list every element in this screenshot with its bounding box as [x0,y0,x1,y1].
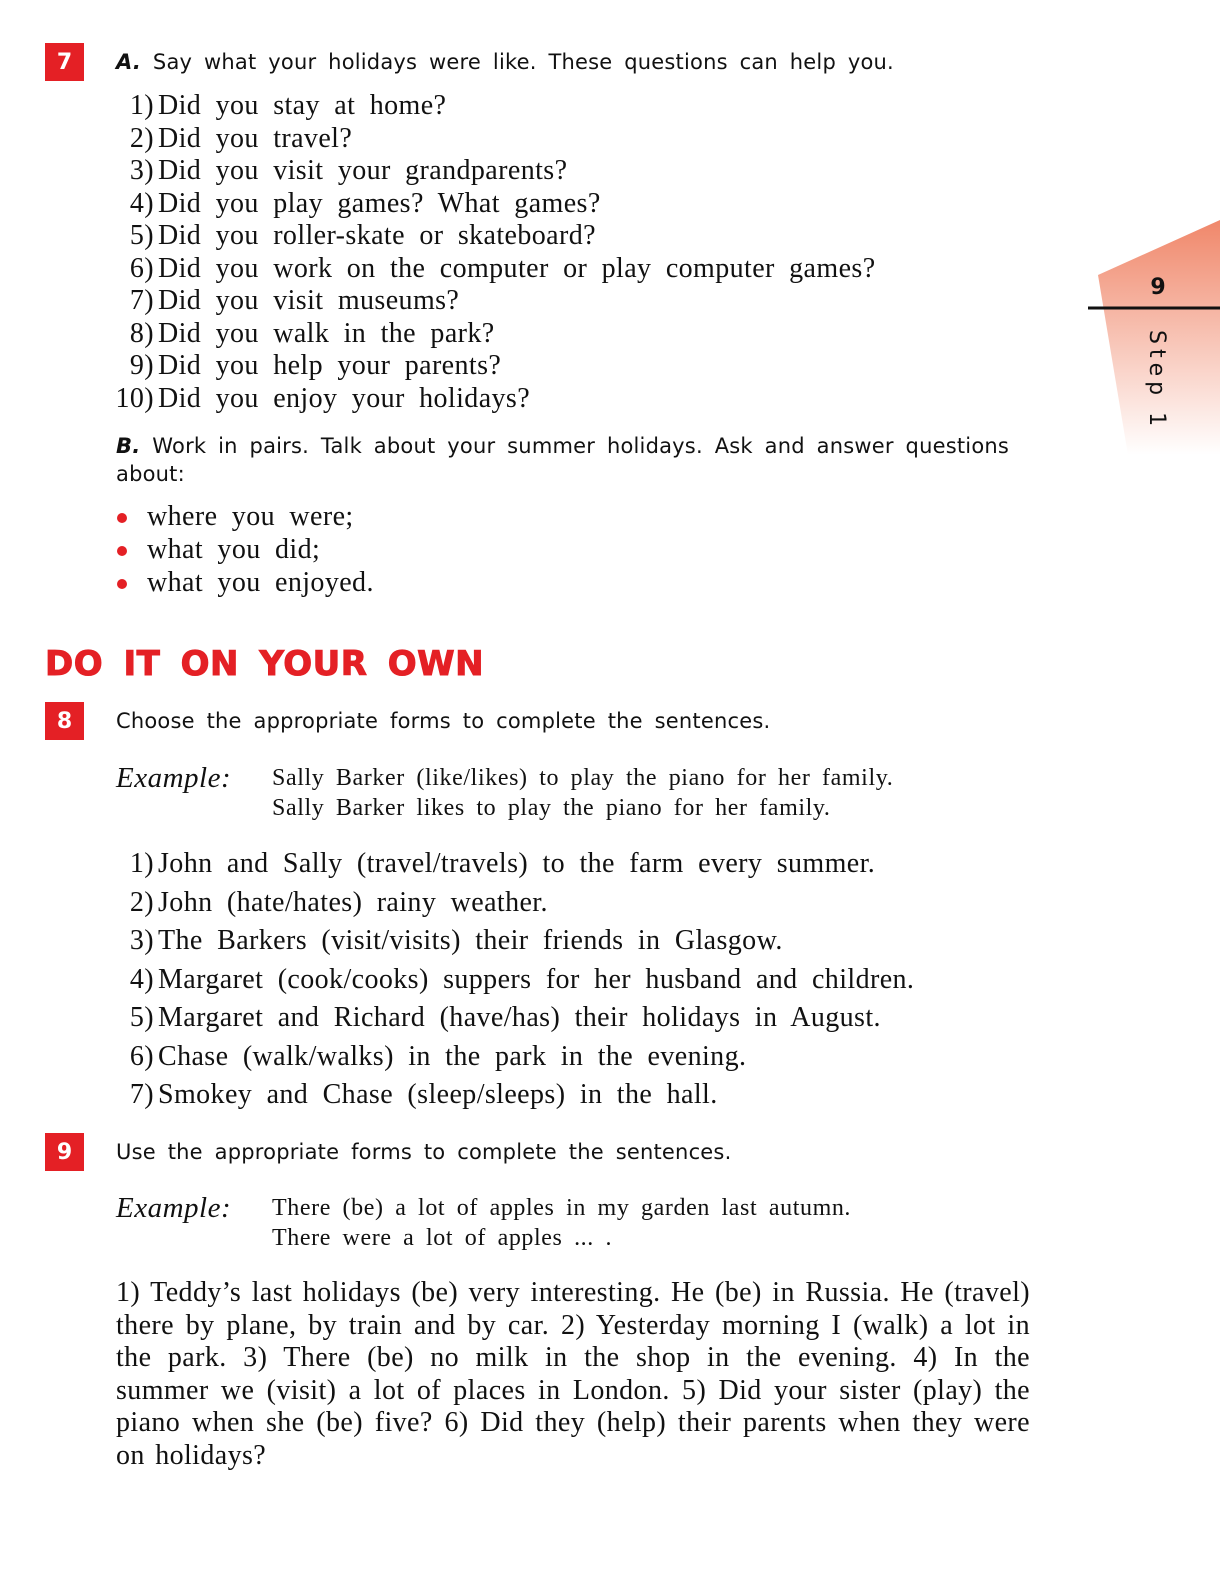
item-text: Did you visit your grandparents? [158,155,568,186]
item-text: Smokey and Chase (sleep/sleeps) in the hall. [158,1079,718,1110]
item-number: 9) [129,350,154,381]
list-item [116,961,914,1000]
item-number: 10) [115,382,154,414]
list-item [116,285,876,318]
part-b-text: Work in pairs. Talk about your summer holidays. Ask and answer questions about: [116,434,1010,486]
item-text: Margaret and Richard (have/has) their holidays in August. [158,1002,881,1033]
item-text: John and Sally (travel/travels) to the farm every summer. [158,848,876,879]
item-number: 2) [129,122,154,154]
item-text: Margaret (cook/cooks) suppers for her husband and children. [158,963,915,995]
list-item [116,922,914,961]
example-line: There (be) a lot of apples in my garden last autumn. [272,1195,852,1221]
list-item [116,90,876,123]
example-line: Sally Barker likes to play the piano for her family. [272,795,831,821]
item-text: Did you travel? [158,122,353,154]
side-tab-page-number: 9 [1150,275,1166,300]
list-item [116,845,914,884]
bullet-item: what you did; [116,533,374,566]
list-item [116,155,876,188]
bullet-item: where you were; [116,500,374,533]
item-number: 7) [129,285,154,316]
item-number: 3) [129,925,154,956]
list-item [116,220,876,253]
exercise-7-question-list [116,90,876,415]
exercise-9-instruction: Use the appropriate forms to complete the sentences. [116,1140,732,1164]
example-label: Example: [116,1192,232,1224]
item-number: 4) [129,187,154,219]
exercise-8-badge: 8 [45,702,84,740]
section-heading: DO IT ON YOUR OWN [45,644,485,684]
list-item [116,253,876,286]
part-a-text: Say what your holidays were like. These questions can help you. [152,50,894,74]
item-text: Chase (walk/walks) in the park in the evening. [158,1040,747,1072]
exercise-7-part-a-instruction [116,48,894,76]
item-text: Did you walk in the park? [158,317,495,349]
exercise-8-instruction: Choose the appropriate forms to complete the sentences. [116,709,771,733]
item-number: 1) [129,848,154,879]
item-text: Did you play games? What games? [158,187,601,219]
exercise-9-badge: 9 [45,1133,84,1171]
item-number: 5) [129,1002,154,1033]
bullet-item: what you enjoyed. [116,566,374,599]
side-tab [1088,220,1220,480]
item-number: 8) [129,317,154,349]
item-number: 4) [129,963,154,995]
side-tab-shape [1088,220,1220,480]
list-item [116,884,914,923]
list-item [116,350,876,383]
item-number: 7) [129,1079,154,1110]
list-item [116,123,876,156]
item-number: 5) [129,220,154,251]
item-text: The Barkers (visit/visits) their friends in Glasgow. [158,925,783,956]
item-number: 1) [129,90,154,121]
exercise-7-part-b-instruction [116,432,1030,488]
item-text: Did you stay at home? [158,90,447,121]
item-text: John (hate/hates) rainy weather. [158,886,548,918]
list-item [116,188,876,221]
list-item [116,1038,914,1077]
exercise-9-paragraph: 1) Teddy’s last holidays (be) very interesting. He (be) in Russia. He (travel) there by plane, by train and by car. 2) Yesterday morning I (walk) a lot in the park. 3) There (be) no milk in the shop in the evening. 4) In the summer we (visit) a lot of places in London. 5) Did your sister (play) the piano when she (be) five? 6) Did they (help) their parents when they were on holidays? [116,1277,1030,1471]
example-line: Sally Barker (like/likes) to play the piano for her family. [272,765,894,791]
exercise-7-badge: 7 [45,43,84,81]
item-number: 3) [129,155,154,186]
list-item [116,318,876,351]
example-line: There were a lot of apples ... . [272,1225,613,1251]
list-item [116,999,914,1038]
part-a-label: A. [116,50,142,74]
item-text: Did you help your parents? [158,350,502,381]
part-b-label: B. [116,434,141,458]
item-number: 6) [129,252,154,284]
exercise-7-bullet-list [116,500,374,599]
exercise-8-sentence-list [116,845,914,1115]
item-text: Did you work on the computer or play computer games? [158,252,876,284]
example-label: Example: [116,762,232,794]
list-item [116,1076,914,1115]
item-number: 2) [129,886,154,918]
item-text: Did you roller-skate or skateboard? [158,220,596,251]
item-text: Did you enjoy your holidays? [158,382,531,414]
item-number: 6) [129,1040,154,1072]
list-item [116,383,876,416]
side-tab-label: Step 1 [1144,330,1169,432]
item-text: Did you visit museums? [158,285,460,316]
